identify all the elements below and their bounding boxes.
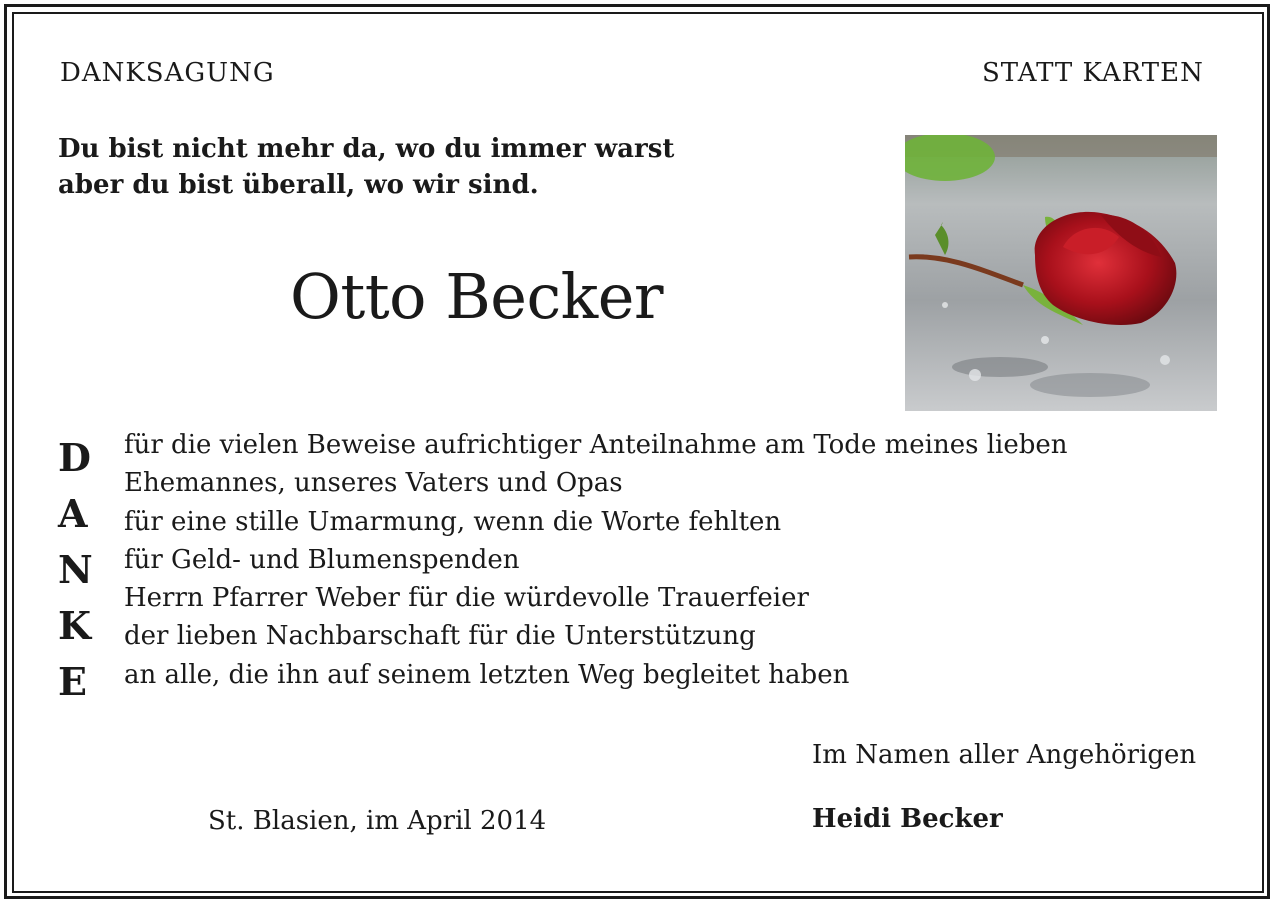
- thanks-line: für die vielen Beweise aufrichtiger Anteilnahme am Tode meines lieben: [124, 430, 1068, 460]
- acrostic-letter: K: [58, 603, 92, 648]
- thanks-line: für Geld- und Blumenspenden: [124, 544, 520, 575]
- acrostic-letter: N: [58, 547, 93, 592]
- acrostic-letter: D: [58, 435, 91, 480]
- place-date: St. Blasien, im April 2014: [208, 806, 547, 836]
- quote-line-2: aber du bist überall, wo wir sind.: [58, 170, 539, 200]
- closing-phrase: Im Namen aller Angehörigen: [812, 740, 1197, 770]
- thanks-line: an alle, die ihn auf seinem letzten Weg begleitet haben: [124, 659, 850, 690]
- deceased-name: Otto Becker: [290, 260, 664, 333]
- acrostic-letter: E: [58, 659, 87, 704]
- thanks-list: [124, 426, 1068, 694]
- acrostic-letter: A: [58, 491, 88, 536]
- thanks-line: Ehemannes, unseres Vaters und Opas: [124, 468, 623, 499]
- red-rose-icon: [905, 135, 1217, 411]
- memorial-quote: [58, 131, 674, 203]
- quote-line-1: Du bist nicht mehr da, wo du immer warst: [58, 134, 675, 164]
- thanks-line: für eine stille Umarmung, wenn die Worte fehlten: [124, 506, 782, 537]
- danke-acrostic: [58, 430, 94, 710]
- signer-name: Heidi Becker: [812, 804, 1003, 834]
- thanks-line: Herrn Pfarrer Weber für die würdevolle Trauerfeier: [124, 583, 809, 614]
- thanks-line: der lieben Nachbarschaft für die Unterstützung: [124, 621, 756, 652]
- header-statt-karten: STATT KARTEN: [982, 58, 1204, 88]
- header-danksagung: DANKSAGUNG: [60, 58, 275, 88]
